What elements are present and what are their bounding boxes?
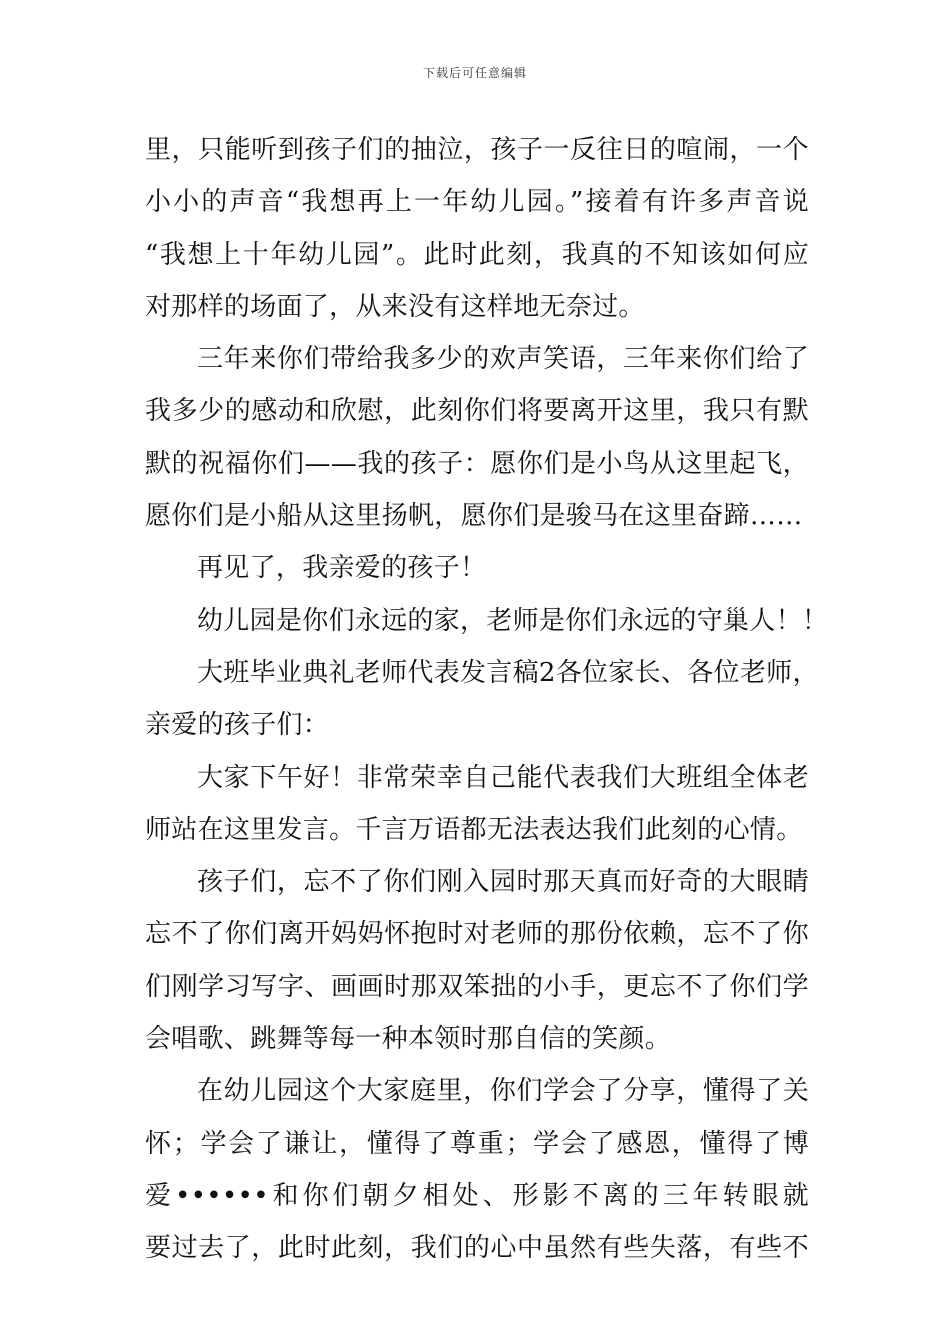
paragraph-first-line: 在幼儿园这个大家庭里，你们学会了分享，懂得了关	[197, 1076, 809, 1107]
text-line: 会唱歌、跳舞等每一种本领时那自信的笑颜。	[145, 1024, 672, 1055]
paragraph-first-line: 孩子们，忘不了你们刚入园时那天真而好奇的大眼睛	[197, 867, 809, 898]
text-line: 师站在这里发言。千言万语都无法表达我们此刻的心情。	[145, 814, 803, 845]
text-line: 我多少的感动和欣慰，此刻你们将要离开这里，我只有默	[145, 396, 809, 427]
text-line: 对那样的场面了，从来没有这样地无奈过。	[145, 291, 645, 322]
paragraph-first-line: 大家下午好！非常荣幸自己能代表我们大班组全体老	[197, 762, 809, 793]
paragraph-first-line: 三年来你们带给我多少的欢声笑语，三年来你们给了	[197, 344, 809, 375]
text-line: 默的祝福你们——我的孩子：愿你们是小鸟从这里起飞，	[145, 448, 809, 479]
text-line: 要过去了，此时此刻，我们的心中虽然有些失落，有些不	[145, 1233, 809, 1264]
paragraph-first-line: 幼儿园是你们永远的家，老师是你们永远的守巢人！！	[197, 605, 829, 636]
text-line: 们刚学习写字、画画时那双笨拙的小手，更忘不了你们学	[145, 971, 809, 1002]
paragraph-first-line: 大班毕业典礼老师代表发言稿2各位家长、各位老师，	[197, 657, 819, 688]
page-header: 下载后可任意编辑	[422, 66, 527, 80]
text-line: 里，只能听到孩子们的抽泣，孩子一反往日的喧闹，一个	[145, 135, 809, 165]
document-body	[145, 124, 829, 1275]
text-line: 小小的声音“我想再上一年幼儿园。”接着有许多声音说	[145, 187, 809, 218]
text-line: 愿你们是小船从这里扬帆，愿你们是骏马在这里奋蹄……	[145, 501, 803, 532]
text-line: 怀；学会了谦让，懂得了尊重；学会了感恩，懂得了博	[145, 1128, 809, 1159]
text-line: 爱••••••和你们朝夕相处、形影不离的三年转眼就	[145, 1180, 809, 1211]
paragraph-first-line: 再见了，我亲爱的孩子！	[197, 553, 487, 584]
text-line: “我想上十年幼儿园”。此时此刻，我真的不知该如何应	[145, 239, 809, 270]
text-line: 亲爱的孩子们：	[145, 710, 330, 741]
text-line: 忘不了你们离开妈妈怀抱时对老师的那份依赖，忘不了你	[145, 919, 809, 950]
